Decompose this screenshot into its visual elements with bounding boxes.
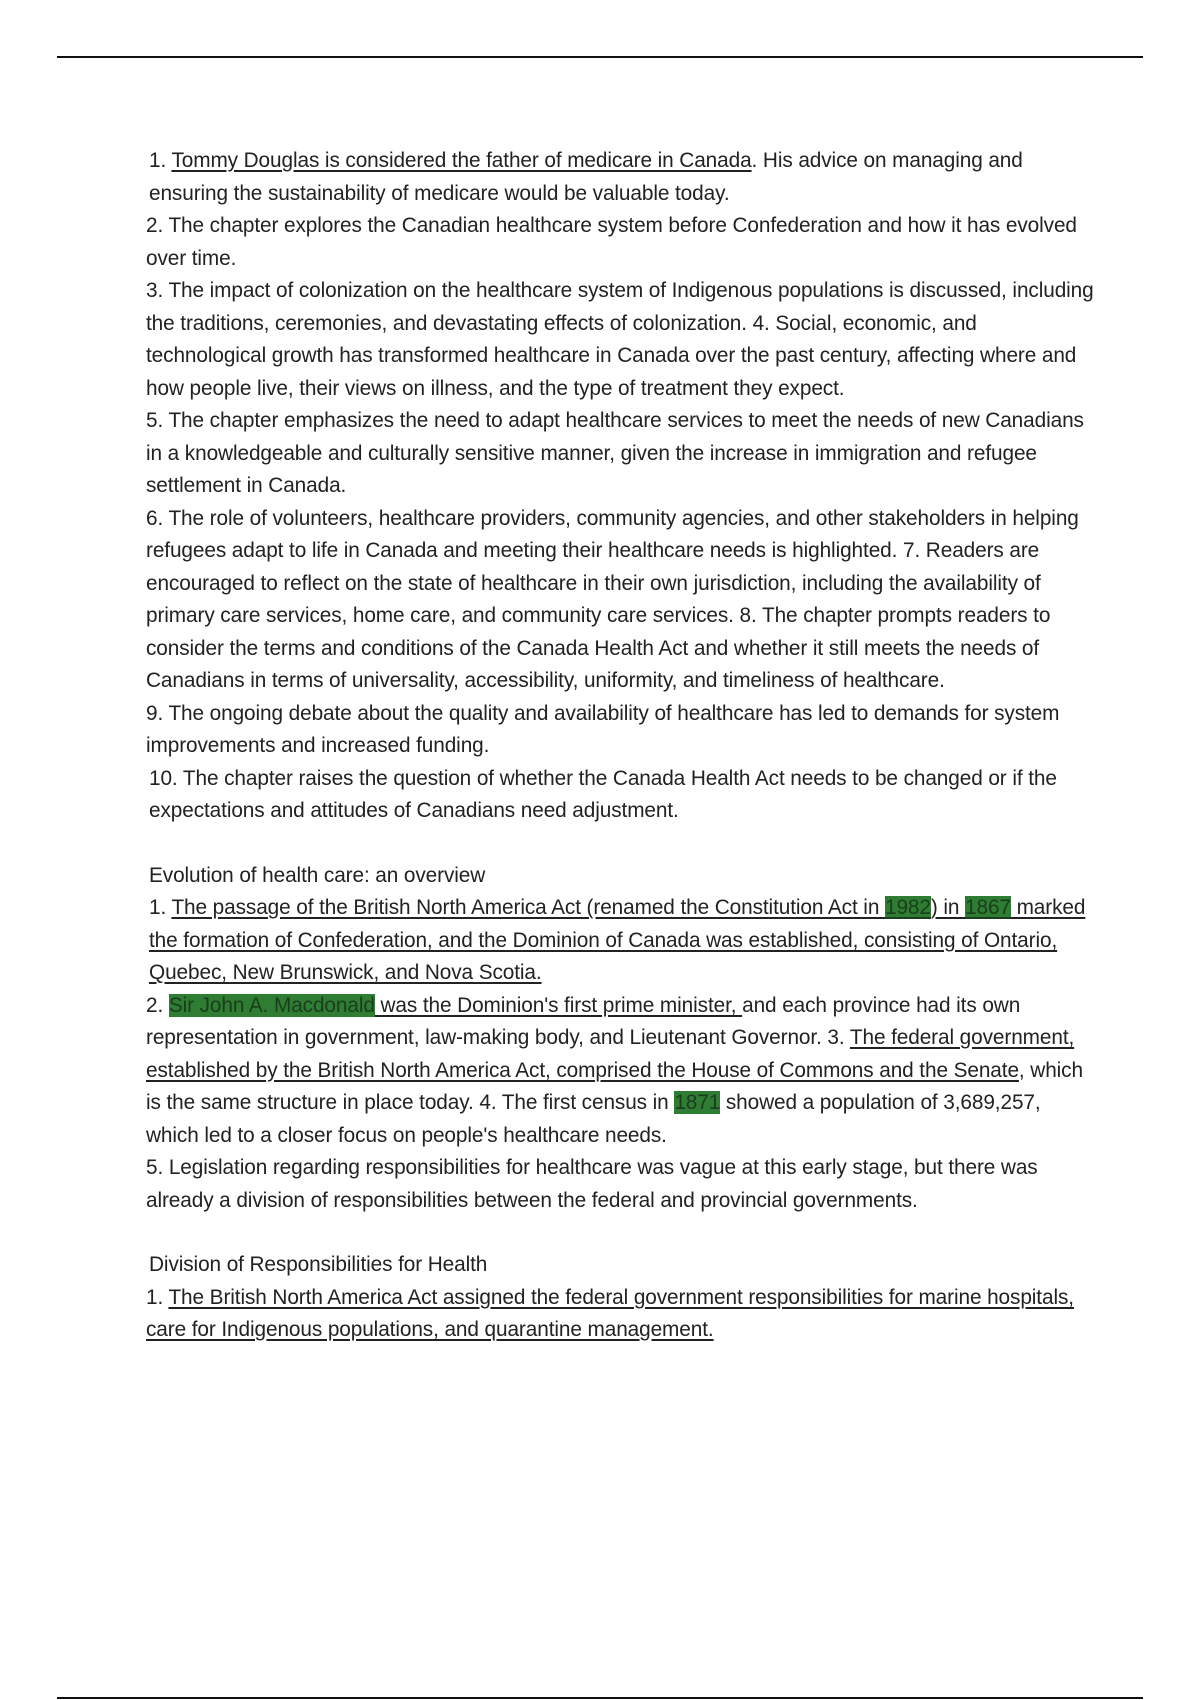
summary-item-2: 2. The chapter explores the Canadian healthcare system before Confederation and how it has evolved over time. [146, 214, 1077, 270]
summary-item-6: 6. The role of volunteers, healthcare providers, community agencies, and other stakeholders in helping refugees adapt to life in Canada and meeting their healthcare needs is highlighted. 7. Readers are encouraged to reflect on the state of healthcare in their own jurisdiction, including the availability of primary care services, home care, and community care services. 8. The chapter prompts readers to consider the terms and conditions of the Canada Health Act and whether it still meets the needs of Canadians in terms of universality, accessibility, uniformity, and timeliness of healthcare. [146, 506, 1079, 692]
summary-item-9: 9. The ongoing debate about the quality and availability of healthcare has led to demands for system improvements and increased funding. [146, 701, 1060, 757]
division-item-1: 1. The British North America Act assigned the federal government responsibilities for marine hospitals, care for Indigenous populations, and quarantine management. [146, 1285, 1074, 1341]
evolution-item-1: 1. The passage of the British North America Act (renamed the Constitution Act in 1982) in 1867 marked the formation of Confederation, and the Dominion of Canada was established, consisting of Ontario, Quebec, New Brunswick, and Nova Scotia. [149, 896, 1086, 984]
summary-item-5: 5. The chapter emphasizes the need to adapt healthcare services to meet the needs of new Canadians in a knowledgeable and culturally sensitive manner, given the increase in immigration and refugee settlement in Canada. [146, 409, 1084, 497]
footer-rule [57, 1697, 1143, 1699]
summary-item-3: 3. The impact of colonization on the healthcare system of Indigenous populations is discussed, including the traditions, ceremonies, and devastating effects of colonization. 4. Social, economic, and technological growth has transformed healthcare in Canada over the past century, affecting where and how people live, their views on illness, and the type of treatment they expect. [146, 279, 1094, 400]
highlight-macdonald: Sir John A. Macdonald [168, 993, 375, 1017]
highlight-1982: 1982 [884, 896, 931, 919]
summary-item-1: 1. Tommy Douglas is considered the father of medicare in Canada. His advice on managing and ensuring the sustainability of medicare would be valuable today. [149, 149, 1023, 205]
section-heading-evolution: Evolution of health care: an overview [149, 863, 486, 887]
spacer [146, 1217, 1096, 1249]
section-heading-division: Division of Responsibilities for Health [149, 1253, 488, 1276]
spacer [146, 828, 1096, 860]
highlight-1871: 1871 [674, 1091, 721, 1114]
highlight-1867: 1867 [965, 896, 1011, 919]
summary-item-10: 10. The chapter raises the question of whether the Canada Health Act needs to be changed or if the expectations and attitudes of Canadians need adjustment. [149, 766, 1057, 822]
document-page [146, 145, 1096, 1347]
evolution-item-2: 2. Sir John A. Macdonald was the Dominion's first prime minister, and each province had its own representation in government, law-making body, and Lieutenant Governor. 3. The federal government, established by the British North America Act, comprised the House of Commons and the Senate, which is the same structure in place today. 4. The first census in 1871 showed a population of 3,689,257, which led to a closer focus on people's healthcare needs. [146, 993, 1083, 1147]
header-rule [57, 56, 1143, 58]
evolution-item-5: 5. Legislation regarding responsibilities for healthcare was vague at this early stage, but there was already a division of responsibilities between the federal and provincial governments. [146, 1156, 1038, 1212]
underlined-text: Tommy Douglas is considered the father of medicare in Canada [171, 149, 752, 172]
